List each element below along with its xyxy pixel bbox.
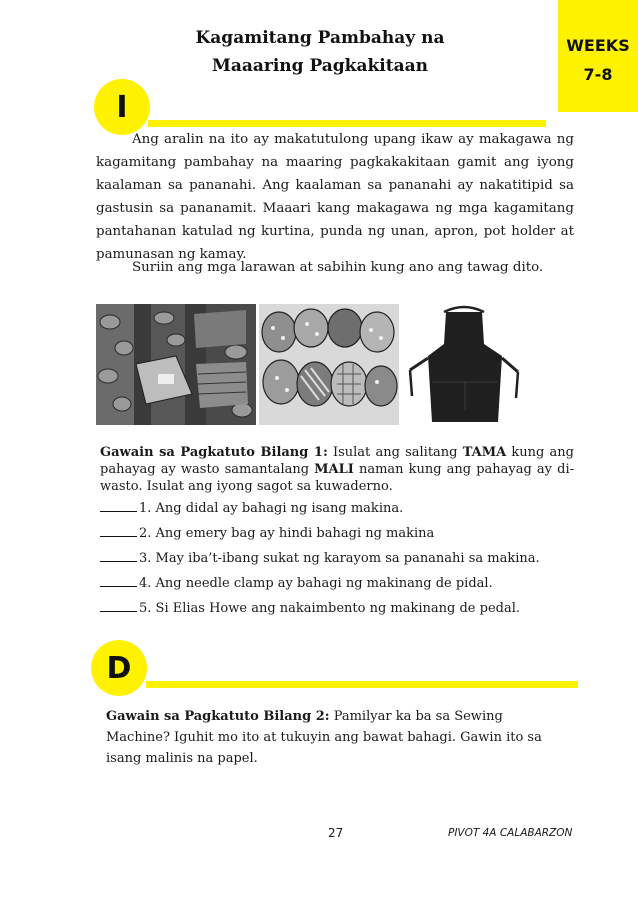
weeks-badge xyxy=(558,0,638,112)
photo-pillow-cases xyxy=(96,304,256,425)
answer-blank xyxy=(100,596,137,612)
title-line-1: Kagamitang Pambahay na xyxy=(195,28,445,48)
page-title xyxy=(150,24,490,80)
section-i-badge xyxy=(94,79,150,135)
list-item xyxy=(100,496,540,521)
activity-2-label: Gawain sa Pagkatuto Bilang 2: xyxy=(106,709,330,724)
activity-1-text-b: kung ang pahayag ay wasto samantalang xyxy=(100,445,574,477)
section-i-letter: I xyxy=(116,89,128,125)
activity-2-instructions xyxy=(106,706,568,769)
list-item xyxy=(100,571,540,596)
activity-1-text-a: Isulat ang salitang xyxy=(327,445,463,460)
section-i-bar xyxy=(148,120,546,127)
weeks-value: 7-8 xyxy=(583,65,613,84)
section-d-letter: D xyxy=(106,650,132,686)
page-number: 27 xyxy=(328,826,344,840)
item-text: 5. Si Elias Howe ang nakaimbento ng makinang de pedal. xyxy=(139,601,521,616)
item-text: 2. Ang emery bag ay hindi bahagi ng makina xyxy=(139,526,435,541)
list-item xyxy=(100,596,540,621)
section-d-bar xyxy=(146,681,578,688)
footer-organization: PIVOT 4A CALABARZON xyxy=(448,827,573,839)
section-d-badge xyxy=(91,640,147,696)
title-line-2: Maaaring Pagkakitaan xyxy=(212,56,428,76)
answer-blank xyxy=(100,521,137,537)
item-text: 3. May iba’t-ibang sukat ng karayom sa pananahi sa makina. xyxy=(139,551,540,566)
item-text: 1. Ang didal ay bahagi ng isang makina. xyxy=(139,501,404,516)
item-text: 4. Ang needle clamp ay bahagi ng makinang de pidal. xyxy=(139,576,493,591)
answer-blank xyxy=(100,546,137,562)
instruction-text: Suriin ang mga larawan at sabihin kung ano ang tawag dito. xyxy=(132,260,544,275)
activity-1-label: Gawain sa Pagkatuto Bilang 1: xyxy=(100,445,328,460)
list-item xyxy=(100,546,540,571)
instruction-paragraph xyxy=(96,256,574,279)
intro-text: Ang aralin na ito ay makatutulong upang ikaw ay makagawa ng kagamitang pambahay na maaring pagkakakitaan gamit ang iyong kaalaman sa pananahi. Ang kaalaman sa pananahi ay nakatitipid sa gastusin sa pananamit. Maaari kang makagawa ng mga kagamitang pantahanan katulad ng kurtina, punda ng unan, apron, pot holder at pamunasan ng kamay. xyxy=(96,132,574,262)
tama-keyword: TAMA xyxy=(462,445,507,460)
activity-2-text: Pamilyar ka ba sa Sewing Machine? Iguhit mo ito at tukuyin ang bawat bahagi. Gawin ito sa isang malinis na papel. xyxy=(106,709,542,766)
answer-blank xyxy=(100,496,137,512)
photo-apron xyxy=(402,304,528,425)
photo-pot-holders xyxy=(259,304,399,425)
activity-1-text-c: naman kung ang pahayag ay di-wasto. Isulat ang iyong sagot sa kuwaderno. xyxy=(100,462,574,494)
intro-paragraph xyxy=(96,128,574,266)
answer-blank xyxy=(100,571,137,587)
mali-keyword: MALI xyxy=(314,462,354,477)
photo-strip xyxy=(96,304,528,425)
weeks-label: WEEKS xyxy=(566,36,630,55)
activity-1-instructions xyxy=(100,444,574,495)
activity-1-items xyxy=(100,496,540,621)
list-item xyxy=(100,521,540,546)
